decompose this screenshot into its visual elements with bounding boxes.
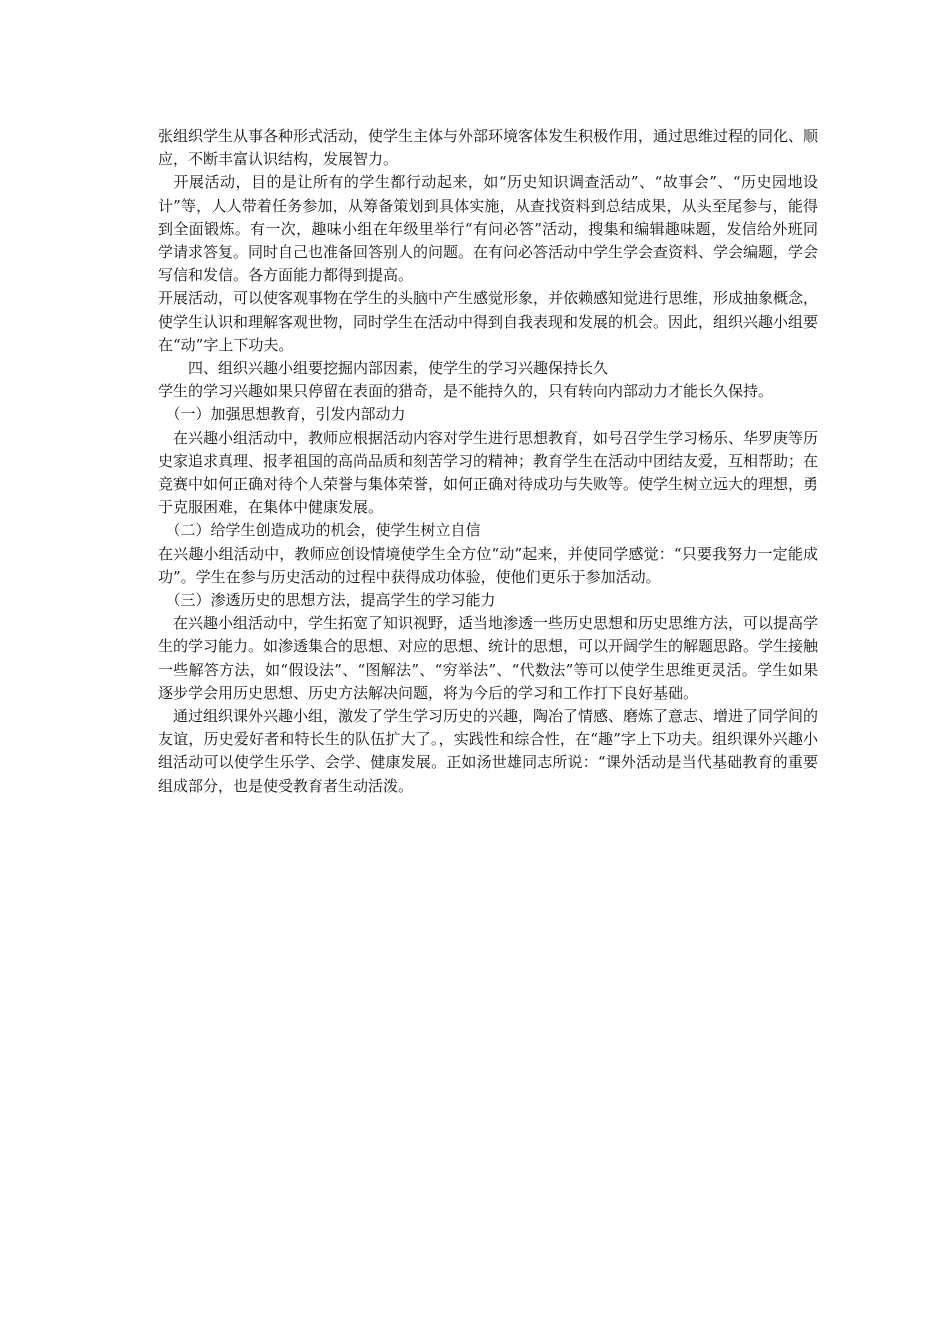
document-body [158, 125, 818, 798]
paragraph-success-opportunity: 在兴趣小组活动中，教师应创设情境使学生全方位“动”起来，并使同学感觉：“只要我努力一定能成功”。学生在参与历史活动的过程中获得成功体验，使他们更乐于参加活动。 [158, 544, 818, 586]
section-heading-four: 四、组织兴趣小组要挖掘内部因素，使学生的学习兴趣保持长久 [158, 359, 609, 378]
paragraph-thinking-methods: 在兴趣小组活动中，学生拓宽了知识视野，适当地渗透一些历史思想和历史思维方法，可以提高学生的学习能力。如渗透集合的思想、对应的思想、统计的思想，可以开阔学生的解题思路。学生接触一些解答方法，如“假设法”、“图解法”、“穷举法”、“代数法”等可以使学生思维更灵活。学生如果逐步学会用历史思想、历史方法解决问题，将为今后的学习和工作打下良好基础。 [158, 614, 819, 702]
paragraph-intro-continuation: 张组织学生从事各种形式活动，使学生主体与外部环境客体发生积极作用，通过思维过程的同化、顺应，不断丰富认识结构，发展智力。 [158, 127, 819, 169]
paragraph-conclusion: 通过组织课外兴趣小组，激发了学生学习历史的兴趣，陶冶了情感、磨炼了意志、增进了同学间的友谊，历史爱好者和特长生的队伍扩大了。，实践性和综合性，在“趣”字上下功夫。组织课外兴趣小组活动可以使学生乐学、会学、健康发展。正如汤世雄同志所说：“课外活动是当代基础教育的重要组成部分，也是使受教育者生动活泼。 [158, 707, 819, 795]
subheading-three: （三）渗透历史的思想方法，提高学生的学习能力 [158, 591, 496, 610]
paragraph-ideological-education: 在兴趣小组活动中，教师应根据活动内容对学生进行思想教育，如号召学生学习杨乐、华罗庚等历史家追求真理、报孝祖国的高尚品质和刻苦学习的精神；教育学生在活动中团结友爱，互相帮助；在竞赛中如何正确对待个人荣誉与集体荣誉，如何正确对待成功与失败等。使学生树立远大的理想，勇于克服困难，在集体中健康发展。 [158, 428, 819, 517]
subheading-two: （二）给学生创造成功的机会，使学生树立自信 [158, 521, 481, 540]
subheading-one: （一）加强思想教育，引发内部动力 [158, 405, 406, 424]
paragraph-activities: 开展活动，目的是让所有的学生都行动起来，如“历史知识调查活动”、“故事会”、“历史园地设计”等，人人带着任务参加，从筹备策划到具体实施，从查找资料到总结成果，从头至尾参与，能得到全面锻炼。有一次，趣味小组在年级里举行“有问必答”活动，搜集和编辑趣味题，发信给外班同学请求答复。同时自己也准备回答别人的问题。在有问必答活动中学生学会查资料、学会编题，学会写信和发信。各方面能力都得到提高。 [158, 173, 819, 285]
paragraph-activity-benefits: 开展活动，可以使客观事物在学生的头脑中产生感觉形象，并依赖感知觉进行思维，形成抽象概念，使学生认识和理解客观世物，同时学生在活动中得到自我表现和发展的机会。因此，组织兴趣小组要在“动”字上下功夫。 [158, 289, 819, 354]
paragraph-lasting-interest: 学生的学习兴趣如果只停留在表面的猎奇，是不能持久的，只有转向内部动力才能长久保持。 [158, 382, 774, 401]
